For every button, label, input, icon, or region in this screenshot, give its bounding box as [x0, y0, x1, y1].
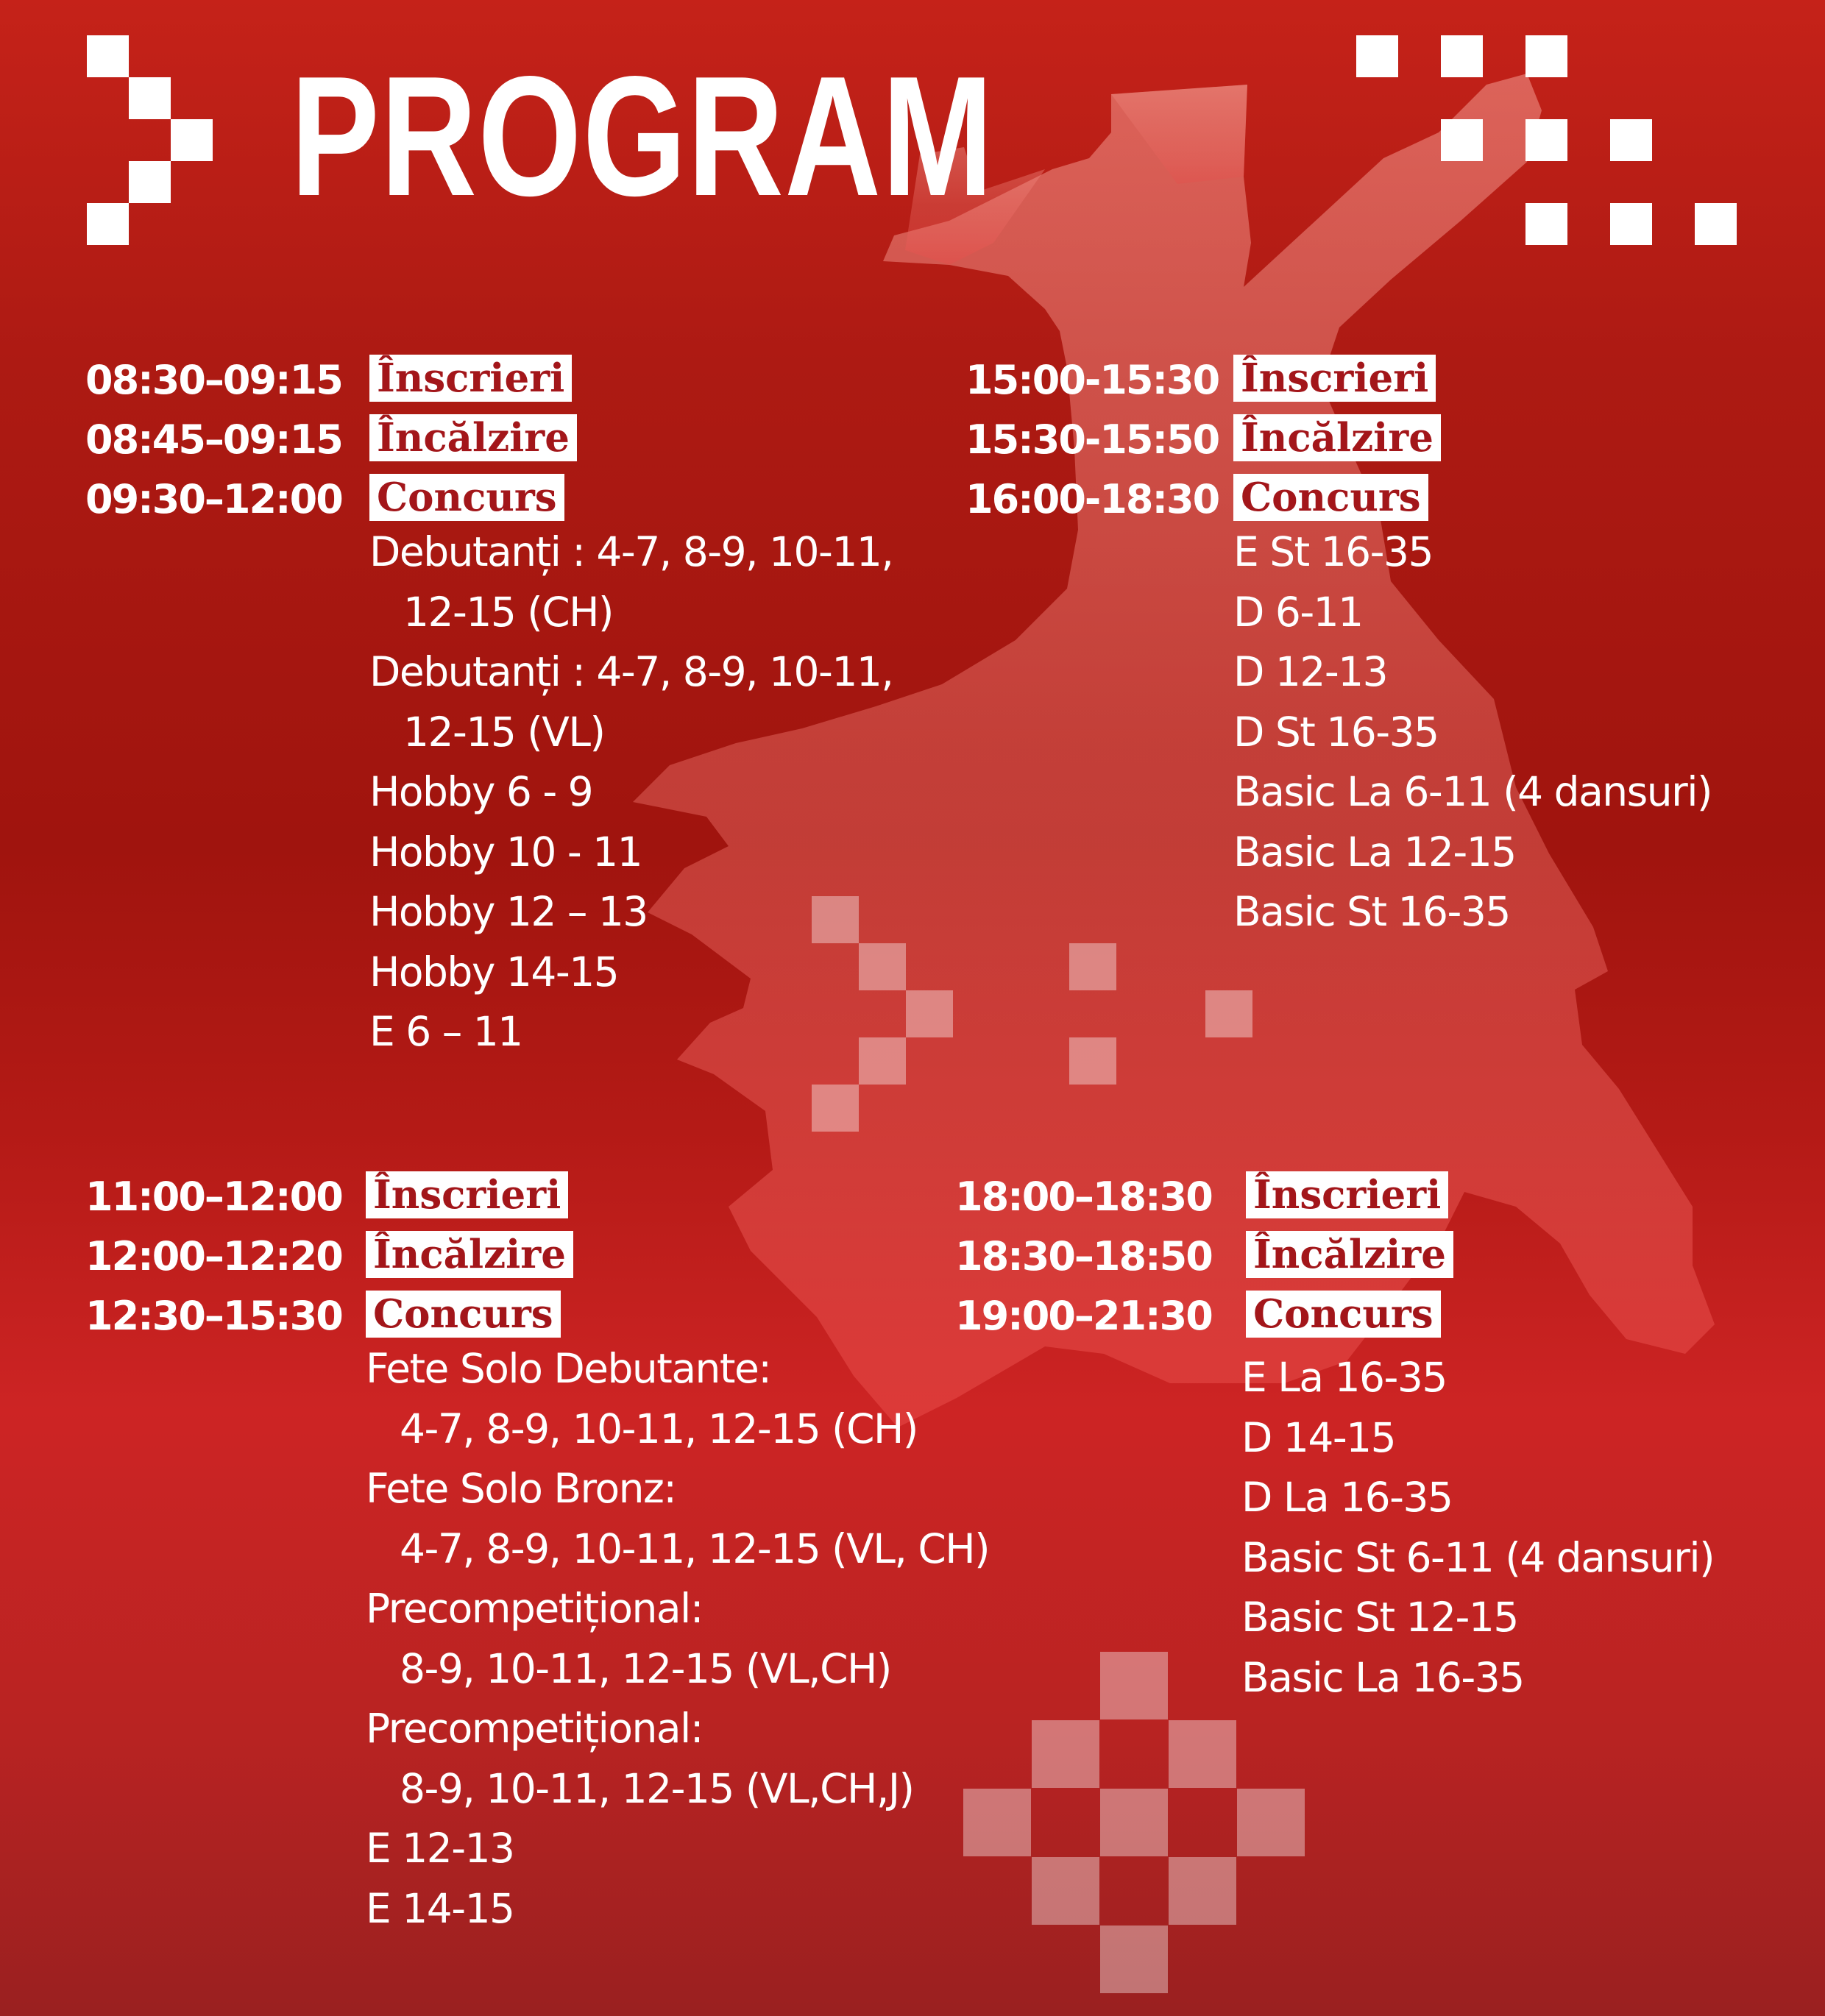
- category-item: D 14-15: [1241, 1413, 1396, 1461]
- category-item: 4-7, 8-9, 10-11, 12-15 (VL, CH): [400, 1525, 990, 1572]
- category-item: D 12-13: [1233, 648, 1388, 695]
- time-range: 18:30–18:50: [955, 1233, 1212, 1279]
- session-label: Încălzire: [369, 414, 577, 461]
- category-item: D La 16-35: [1241, 1474, 1453, 1521]
- time-range: 12:00–12:20: [85, 1233, 342, 1279]
- category-item: 12-15 (CH): [403, 588, 613, 636]
- time-range: 19:00–21:30: [955, 1293, 1212, 1339]
- time-range: 15:00-15:30: [965, 357, 1219, 403]
- session-label: Concurs: [1233, 474, 1428, 521]
- time-range: 15:30-15:50: [965, 416, 1219, 463]
- category-item: 8-9, 10-11, 12-15 (VL,CH,J): [400, 1764, 914, 1812]
- category-item: Hobby 6 - 9: [369, 768, 593, 815]
- time-range: 08:45–09:15: [85, 416, 342, 463]
- session-label: Înscrieri: [1246, 1171, 1448, 1218]
- category-item: E St 16-35: [1233, 528, 1434, 575]
- category-item: D 6-11: [1233, 588, 1363, 636]
- category-item: E 6 – 11: [369, 1008, 522, 1055]
- category-item: Basic La 12-15: [1233, 828, 1516, 876]
- category-item: Hobby 14-15: [369, 948, 619, 995]
- time-range: 18:00–18:30: [955, 1174, 1212, 1220]
- session-label: Înscrieri: [369, 355, 572, 402]
- session-label: Încălzire: [366, 1231, 573, 1278]
- time-range: 12:30–15:30: [85, 1293, 342, 1339]
- session-label: Înscrieri: [1233, 355, 1436, 402]
- time-range: 08:30–09:15: [85, 357, 342, 403]
- category-item: Precompetițional:: [366, 1705, 703, 1752]
- category-item: E 14-15: [366, 1884, 514, 1932]
- category-item: E 12-13: [366, 1825, 514, 1872]
- category-item: Hobby 12 – 13: [369, 888, 648, 935]
- category-list: [1233, 522, 1712, 943]
- category-list: [366, 1339, 989, 1939]
- session-label: Concurs: [1246, 1291, 1441, 1338]
- session-label: Încălzire: [1246, 1231, 1453, 1278]
- category-item: 4-7, 8-9, 10-11, 12-15 (CH): [400, 1405, 918, 1452]
- category-item: Precompetițional:: [366, 1585, 703, 1632]
- category-item: Debutanți : 4-7, 8-9, 10-11,: [369, 528, 893, 575]
- category-item: 8-9, 10-11, 12-15 (VL,CH): [400, 1644, 891, 1692]
- category-list: [1241, 1348, 1714, 1708]
- session-label: Concurs: [369, 474, 564, 521]
- category-item: Fete Solo Debutante:: [366, 1345, 771, 1392]
- time-range: 16:00-18:30: [965, 476, 1219, 522]
- category-item: Fete Solo Bronz:: [366, 1465, 676, 1512]
- category-item: Basic La 6-11 (4 dansuri): [1233, 768, 1712, 815]
- time-range: 11:00–12:00: [85, 1174, 342, 1220]
- category-list: [369, 522, 893, 1062]
- category-item: 12-15 (VL): [403, 708, 605, 756]
- page-title: PROGRAM: [291, 41, 994, 232]
- category-item: D St 16-35: [1233, 708, 1439, 756]
- category-item: E La 16-35: [1241, 1354, 1447, 1401]
- category-item: Basic St 6-11 (4 dansuri): [1241, 1533, 1715, 1581]
- category-item: Basic La 16-35: [1241, 1653, 1524, 1701]
- session-label: Înscrieri: [366, 1171, 568, 1218]
- category-item: Basic St 16-35: [1233, 888, 1510, 935]
- category-item: Hobby 10 - 11: [369, 828, 642, 876]
- category-item: Debutanți : 4-7, 8-9, 10-11,: [369, 648, 893, 695]
- session-label: Încălzire: [1233, 414, 1441, 461]
- time-range: 09:30–12:00: [85, 476, 342, 522]
- session-label: Concurs: [366, 1291, 561, 1338]
- category-item: Basic St 12-15: [1241, 1594, 1518, 1641]
